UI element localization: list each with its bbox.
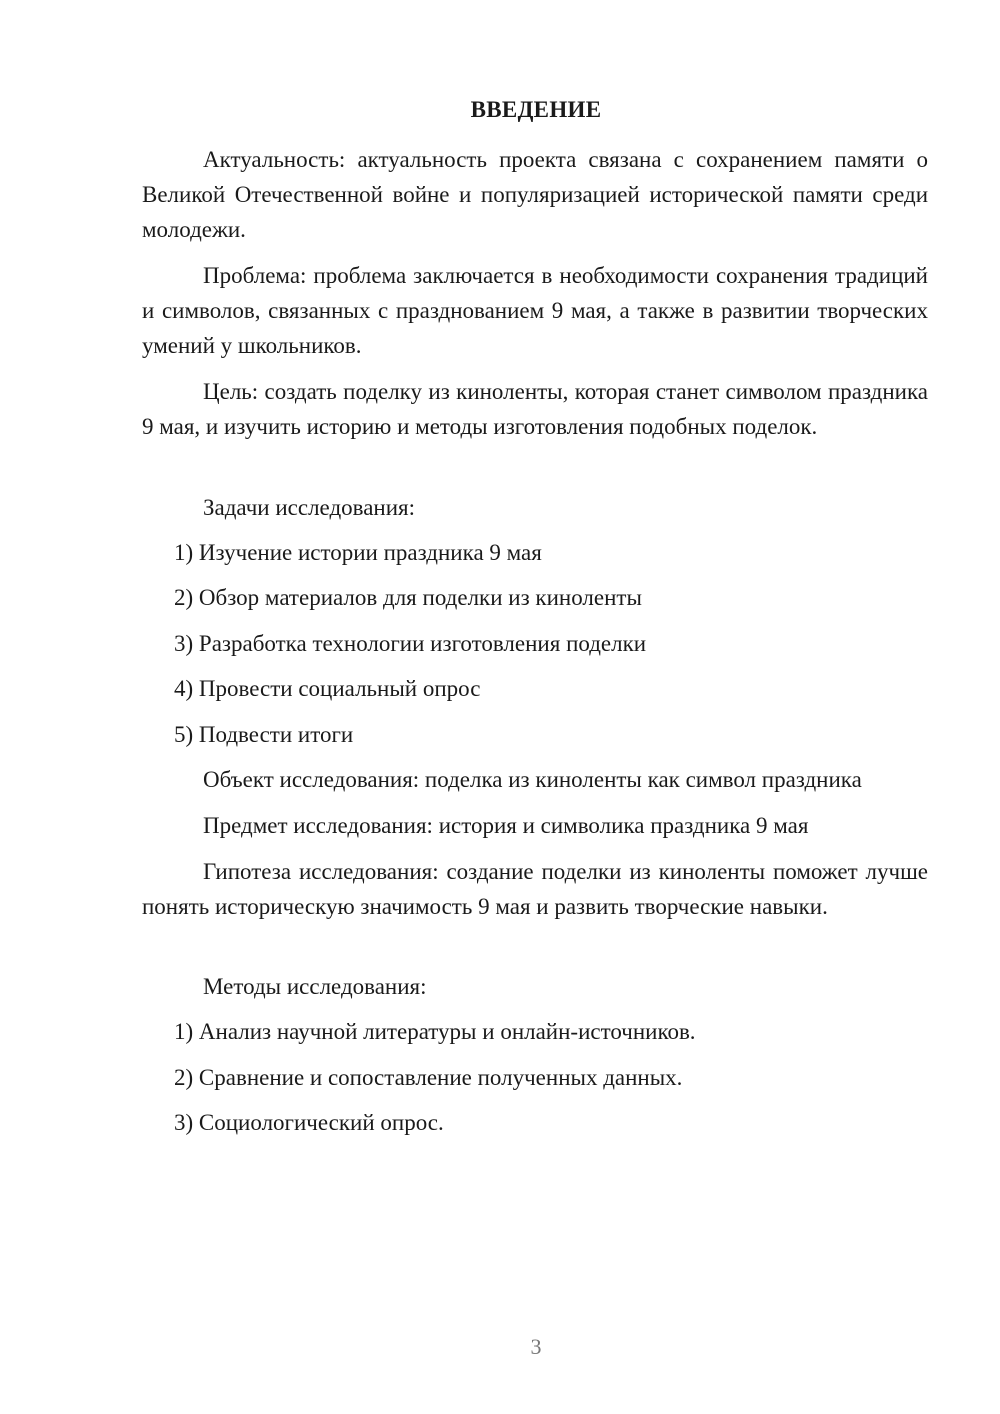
page-number: 3 (530, 1334, 542, 1359)
section-title: ВВЕДЕНИЕ (470, 97, 602, 122)
problem-paragraph: Проблема: проблема заключается в необходимости сохранения традиций и символов, связанных с празднованием 9 мая, а также в развитии творческих умений у школьников. (142, 263, 928, 358)
methods-label: Методы исследования: (203, 974, 427, 999)
method-item-3: 3) Социологический опрос. (174, 1110, 444, 1135)
tasks-label: Задачи исследования: (203, 495, 416, 520)
relevance-paragraph: Актуальность: актуальность проекта связана с сохранением памяти о Великой Отечественной войне и популяризацией исторической памяти среди молодежи. (142, 147, 928, 242)
method-item-2: 2) Сравнение и сопоставление полученных данных. (174, 1065, 683, 1090)
task-item-5: 5) Подвести итоги (174, 722, 354, 747)
task-item-1: 1) Изучение истории праздника 9 мая (174, 540, 542, 565)
task-item-3: 3) Разработка технологии изготовления поделки (174, 631, 647, 656)
task-item-4: 4) Провести социальный опрос (174, 676, 481, 701)
hypothesis-paragraph: Гипотеза исследования: создание поделки из киноленты поможет лучше понять историческую значимость 9 мая и развить творческие навыки. (142, 859, 928, 919)
method-item-1: 1) Анализ научной литературы и онлайн-источников. (174, 1019, 696, 1044)
research-object: Объект исследования: поделка из киноленты как символ праздника (203, 767, 862, 792)
task-item-2: 2) Обзор материалов для поделки из киноленты (174, 585, 642, 610)
goal-paragraph: Цель: создать поделку из киноленты, которая станет символом праздника 9 мая, и изучить историю и методы изготовления подобных поделок. (142, 379, 928, 439)
research-subject: Предмет исследования: история и символика праздника 9 мая (203, 813, 809, 838)
